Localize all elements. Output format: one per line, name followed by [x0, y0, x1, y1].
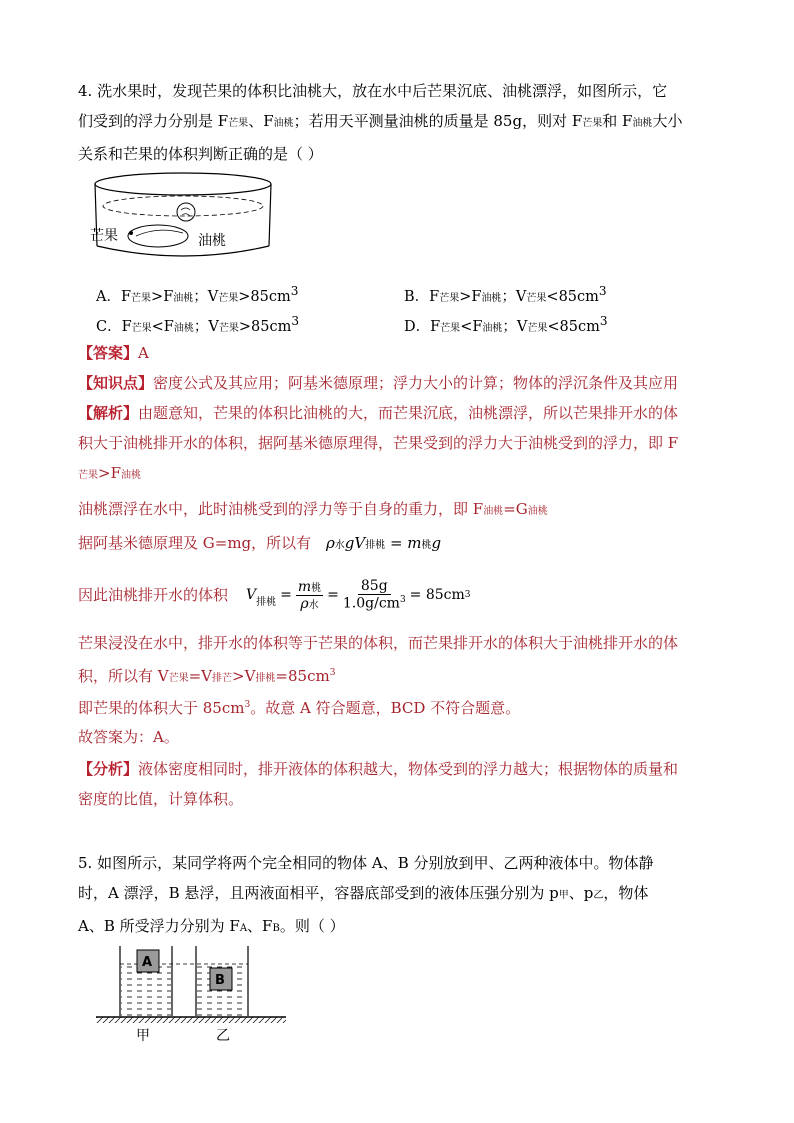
- block-a-label: A: [142, 955, 153, 970]
- label-jia: 甲: [136, 1028, 150, 1044]
- q4-float-line: 油桃漂浮在水中，此时油桃受到的浮力等于自身的重力，即 F油桃=G油桃: [78, 500, 548, 518]
- q4-line1: 4. 洗水果时，发现芒果的体积比油桃大，放在水中后芒果沉底、油桃漂浮，如图所示，它: [78, 82, 668, 100]
- q4-conclusion: 即芒果的体积大于 $85cm^3$。故意 A 符合题意，BCD 不符合题意。: [78, 699, 521, 717]
- formula-buoyancy: ρ水gV排桃 = m桃g: [325, 534, 442, 552]
- q4-line3: 关系和芒果的体积判断正确的是（ ）: [78, 145, 323, 163]
- q4-analysis: 【解析】由题意知，芒果的体积比油桃的大，而芒果沉底，油桃漂浮，所以芒果排开水的体 积大于油桃排开水的体积，据阿基米德原理得，芒果受到的浮力大于油桃受到的浮力，即 F 芒果>F油桃: [78, 404, 679, 482]
- basin-right-wall: [269, 184, 271, 246]
- water-surface: [103, 196, 263, 216]
- q4-option-a[interactable]: A．F芒果>F油桃；V芒果$>85cm^3$: [96, 284, 299, 305]
- q4-option-c[interactable]: C．F芒果<F油桃；V芒果$>85cm^3$: [96, 314, 300, 335]
- q4-line2: 们受到的浮力分别是 F芒果、F油桃；若用天平测量油桃的质量是 85g，则对 F芒果和 F油桃大小: [78, 112, 683, 130]
- q4-knowledge: 【知识点】密度公式及其应用；阿基米德原理；浮力大小的计算；物体的浮沉条件及其应用: [78, 374, 679, 392]
- q5-figure: [96, 940, 286, 1044]
- q4-final-answer: 故答案为：A。: [78, 728, 179, 746]
- formula-volume: V 排桃 = m桃 ρ水 = $\frac{85g}{1.0g/cm^3}$ = 85cm 3: [246, 578, 471, 612]
- mango-detail: [136, 230, 183, 236]
- label-mango: 芒果: [90, 228, 118, 244]
- label-peach: 油桃: [198, 233, 226, 249]
- q5-stem: 5. 如图所示，某同学将两个完全相同的物体 A、B 分别放到甲、乙两种液体中。物体静 时，A 漂浮，B 悬浮，且两液面相平，容器底部受到的液体压强分别为 p甲、p乙，物体 A、B 所受浮力分别为 FA、FB。则（ ）: [78, 854, 654, 935]
- ground-hatch: [96, 1017, 286, 1023]
- q4-mango-reasoning: 芒果浸没在水中，排开水的体积等于芒果的体积，而芒果排开水的体积大于油桃排开水的体 积，所以有 V芒果=V排芒>V排桃$=85cm^3$: [78, 634, 679, 685]
- q4-number: 4.: [78, 82, 93, 100]
- q4-answer: 【答案】A: [78, 344, 149, 362]
- basin-bottom: [97, 246, 269, 256]
- q4-formula-line: 据阿基米德原理及 G=mg，所以有 ρ水gV排桃 = m桃g: [78, 534, 442, 552]
- label-yi: 乙: [216, 1028, 230, 1044]
- q4-stem: [78, 76, 718, 169]
- q4-option-b[interactable]: B．F芒果>F油桃；V芒果$<85cm^3$: [404, 284, 607, 305]
- q4-comment: 【分析】液体密度相同时，排开液体的体积越大，物体受到的浮力越大；根据物体的质量和 密度的比值，计算体积。: [78, 760, 679, 808]
- mango-pointer-dot: [129, 231, 133, 235]
- q4-figure: [88, 170, 278, 266]
- mango-shape: [128, 225, 188, 247]
- peach-shape: [177, 203, 195, 221]
- block-b-label: B: [215, 973, 225, 988]
- q4-volume-line: 因此油桃排开水的体积: [78, 586, 229, 604]
- q4-option-d[interactable]: D．F芒果<F油桃；V芒果$<85cm^3$: [404, 314, 608, 335]
- basin-rim: [95, 173, 271, 195]
- q5-number: 5.: [78, 854, 93, 872]
- peach-detail: [181, 208, 190, 216]
